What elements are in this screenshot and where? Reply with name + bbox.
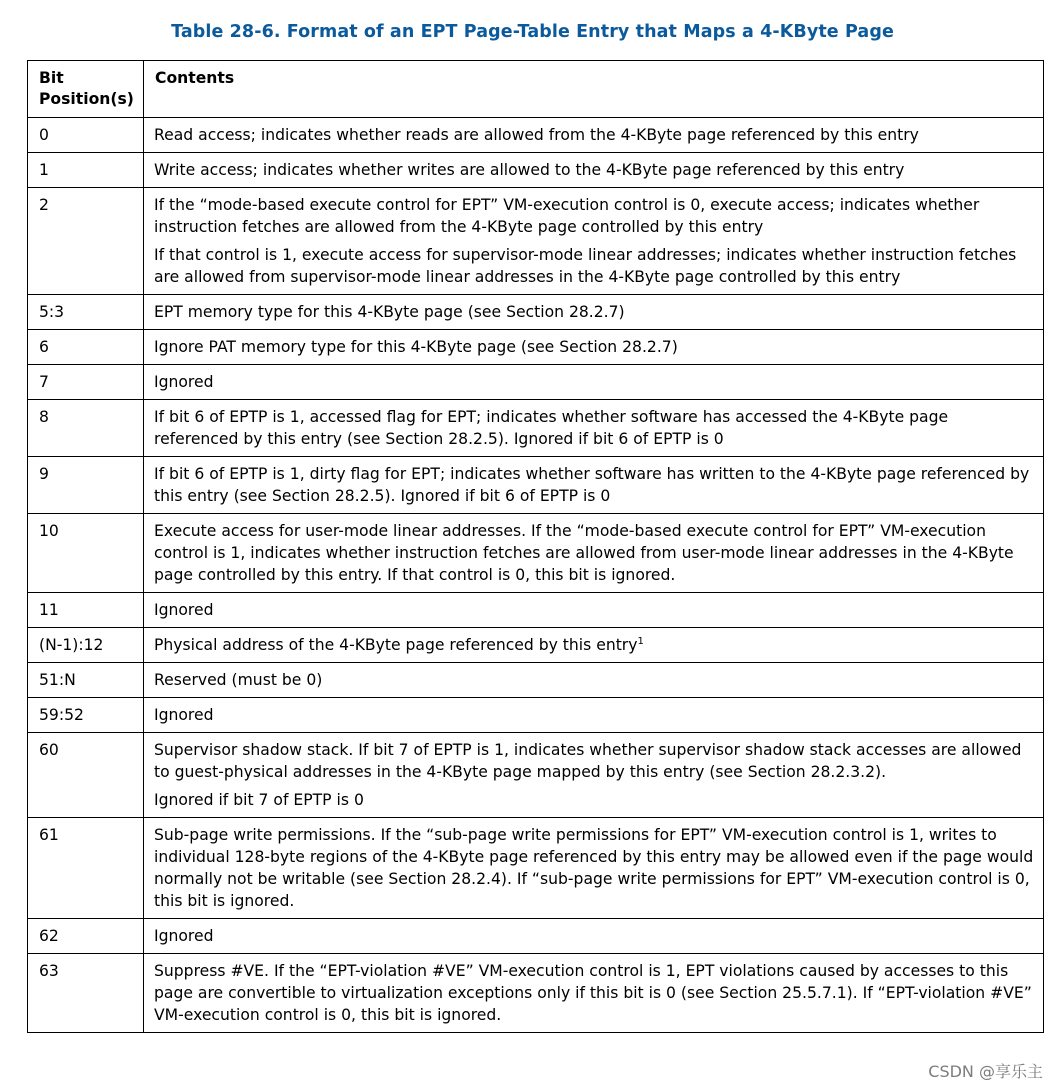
table-title: Table 28-6. Format of an EPT Page-Table Entry that Maps a 4-KByte Page <box>171 22 894 42</box>
contents-cell <box>144 295 1044 330</box>
contents-paragraph <box>154 824 1035 912</box>
contents-text: Physical address of the 4-KByte page referenced by this entry <box>154 636 638 654</box>
contents-cell <box>144 330 1044 365</box>
table-row <box>28 698 1044 733</box>
contents-paragraph <box>154 244 1035 288</box>
table-row <box>28 188 1044 295</box>
contents-text: Ignored <box>154 927 214 945</box>
bit-position-cell: (N-1):12 <box>28 628 144 663</box>
table-row <box>28 593 1044 628</box>
contents-cell <box>144 919 1044 954</box>
contents-paragraph <box>154 599 1035 621</box>
header-contents: Contents <box>144 61 1044 118</box>
contents-cell <box>144 153 1044 188</box>
contents-cell <box>144 698 1044 733</box>
contents-paragraph <box>154 463 1035 507</box>
contents-text: Ignored <box>154 373 214 391</box>
bit-position-cell: 62 <box>28 919 144 954</box>
table-row <box>28 663 1044 698</box>
contents-cell <box>144 818 1044 919</box>
bit-position-cell: 59:52 <box>28 698 144 733</box>
bit-position-cell: 1 <box>28 153 144 188</box>
table-row <box>28 365 1044 400</box>
contents-paragraph <box>154 739 1035 783</box>
contents-text: If bit 6 of EPTP is 1, dirty flag for EPT; indicates whether software has written to the 4-KByte page referenced by this entry (see Section 28.2.5). Ignored if bit 6 of EPTP is 0 <box>154 465 1030 505</box>
contents-paragraph <box>154 159 1035 181</box>
ept-entry-table <box>27 60 1044 1033</box>
contents-cell <box>144 954 1044 1033</box>
contents-cell <box>144 593 1044 628</box>
contents-text: Reserved (must be 0) <box>154 671 323 689</box>
contents-text: If bit 6 of EPTP is 1, accessed flag for EPT; indicates whether software has accessed the 4-KByte page referenced by this entry (see Section 28.2.5). Ignored if bit 6 of EPTP is 0 <box>154 408 949 448</box>
contents-text: Read access; indicates whether reads are allowed from the 4-KByte page referenced by this entry <box>154 126 919 144</box>
contents-text: Ignored <box>154 706 214 724</box>
bit-position-cell: 6 <box>28 330 144 365</box>
table-row <box>28 330 1044 365</box>
bit-position-cell: 61 <box>28 818 144 919</box>
contents-paragraph <box>154 371 1035 393</box>
contents-text: Ignored if bit 7 of EPTP is 0 <box>154 791 364 809</box>
contents-paragraph <box>154 520 1035 586</box>
csdn-watermark: CSDN @享乐主 <box>928 1062 1043 1081</box>
contents-paragraph <box>154 789 1035 811</box>
header-bit-positions: Bit Position(s) <box>28 61 144 118</box>
table-header-row <box>28 61 1044 118</box>
bit-position-cell: 11 <box>28 593 144 628</box>
contents-paragraph <box>154 634 1035 656</box>
contents-cell <box>144 663 1044 698</box>
table-row <box>28 514 1044 593</box>
bit-position-cell: 10 <box>28 514 144 593</box>
table-row <box>28 919 1044 954</box>
contents-paragraph <box>154 669 1035 691</box>
contents-cell <box>144 733 1044 818</box>
contents-cell <box>144 400 1044 457</box>
table-row <box>28 400 1044 457</box>
contents-paragraph <box>154 194 1035 238</box>
bit-position-cell: 63 <box>28 954 144 1033</box>
contents-paragraph <box>154 704 1035 726</box>
footnote-marker: 1 <box>637 636 644 647</box>
contents-text: If that control is 1, execute access for supervisor-mode linear addresses; indicates whether instruction fetches are allowed from supervisor-mode linear addresses in the 4-KByte page controlled by this entry <box>154 246 1017 286</box>
contents-cell <box>144 628 1044 663</box>
table-row <box>28 295 1044 330</box>
bit-position-cell: 7 <box>28 365 144 400</box>
contents-text: Sub-page write permissions. If the “sub-page write permissions for EPT” VM-execution control is 1, writes to individual 128-byte regions of the 4-KByte page referenced by this entry may be allowed even if the page would normally not be writable (see Section 28.2.4). If “sub-page write permissions for EPT” VM-execution control is 0, this bit is ignored. <box>154 826 1034 910</box>
contents-text: Execute access for user-mode linear addresses. If the “mode-based execute control for EPT” VM-execution control is 1, indicates whether instruction fetches are allowed from user-mode linear addresses in the 4-KByte page controlled by this entry. If that control is 0, this bit is ignored. <box>154 522 1014 584</box>
table-body <box>28 118 1044 1033</box>
contents-paragraph <box>154 301 1035 323</box>
bit-position-cell: 9 <box>28 457 144 514</box>
table-row <box>28 628 1044 663</box>
bit-position-cell: 0 <box>28 118 144 153</box>
contents-text: Write access; indicates whether writes are allowed to the 4-KByte page referenced by this entry <box>154 161 905 179</box>
contents-text: EPT memory type for this 4-KByte page (see Section 28.2.7) <box>154 303 625 321</box>
contents-paragraph <box>154 336 1035 358</box>
table-row <box>28 153 1044 188</box>
contents-cell <box>144 188 1044 295</box>
bit-position-cell: 2 <box>28 188 144 295</box>
contents-paragraph <box>154 960 1035 1026</box>
contents-paragraph <box>154 124 1035 146</box>
contents-paragraph <box>154 925 1035 947</box>
contents-text: Ignore PAT memory type for this 4-KByte page (see Section 28.2.7) <box>154 338 678 356</box>
bit-position-cell: 5:3 <box>28 295 144 330</box>
contents-cell <box>144 514 1044 593</box>
contents-text: Supervisor shadow stack. If bit 7 of EPTP is 1, indicates whether supervisor shadow stack accesses are allowed to guest-physical addresses in the 4-KByte page mapped by this entry (see Section 28.2.3.2). <box>154 741 1022 781</box>
contents-text: If the “mode-based execute control for EPT” VM-execution control is 0, execute access; indicates whether instruction fetches are allowed from the 4-KByte page controlled by this entry <box>154 196 980 236</box>
contents-paragraph <box>154 406 1035 450</box>
table-row <box>28 954 1044 1033</box>
contents-text: Suppress #VE. If the “EPT-violation #VE” VM-execution control is 1, EPT violations caused by accesses to this page are convertible to virtualization exceptions only if this bit is 0 (see Section 25.5.7.1). If “EPT-violation #VE” VM-execution control is 0, this bit is ignored. <box>154 962 1032 1024</box>
contents-text: Ignored <box>154 601 214 619</box>
table-row <box>28 118 1044 153</box>
bit-position-cell: 8 <box>28 400 144 457</box>
contents-cell <box>144 118 1044 153</box>
bit-position-cell: 60 <box>28 733 144 818</box>
contents-cell <box>144 457 1044 514</box>
table-row <box>28 733 1044 818</box>
table-row <box>28 818 1044 919</box>
table-row <box>28 457 1044 514</box>
contents-cell <box>144 365 1044 400</box>
bit-position-cell: 51:N <box>28 663 144 698</box>
